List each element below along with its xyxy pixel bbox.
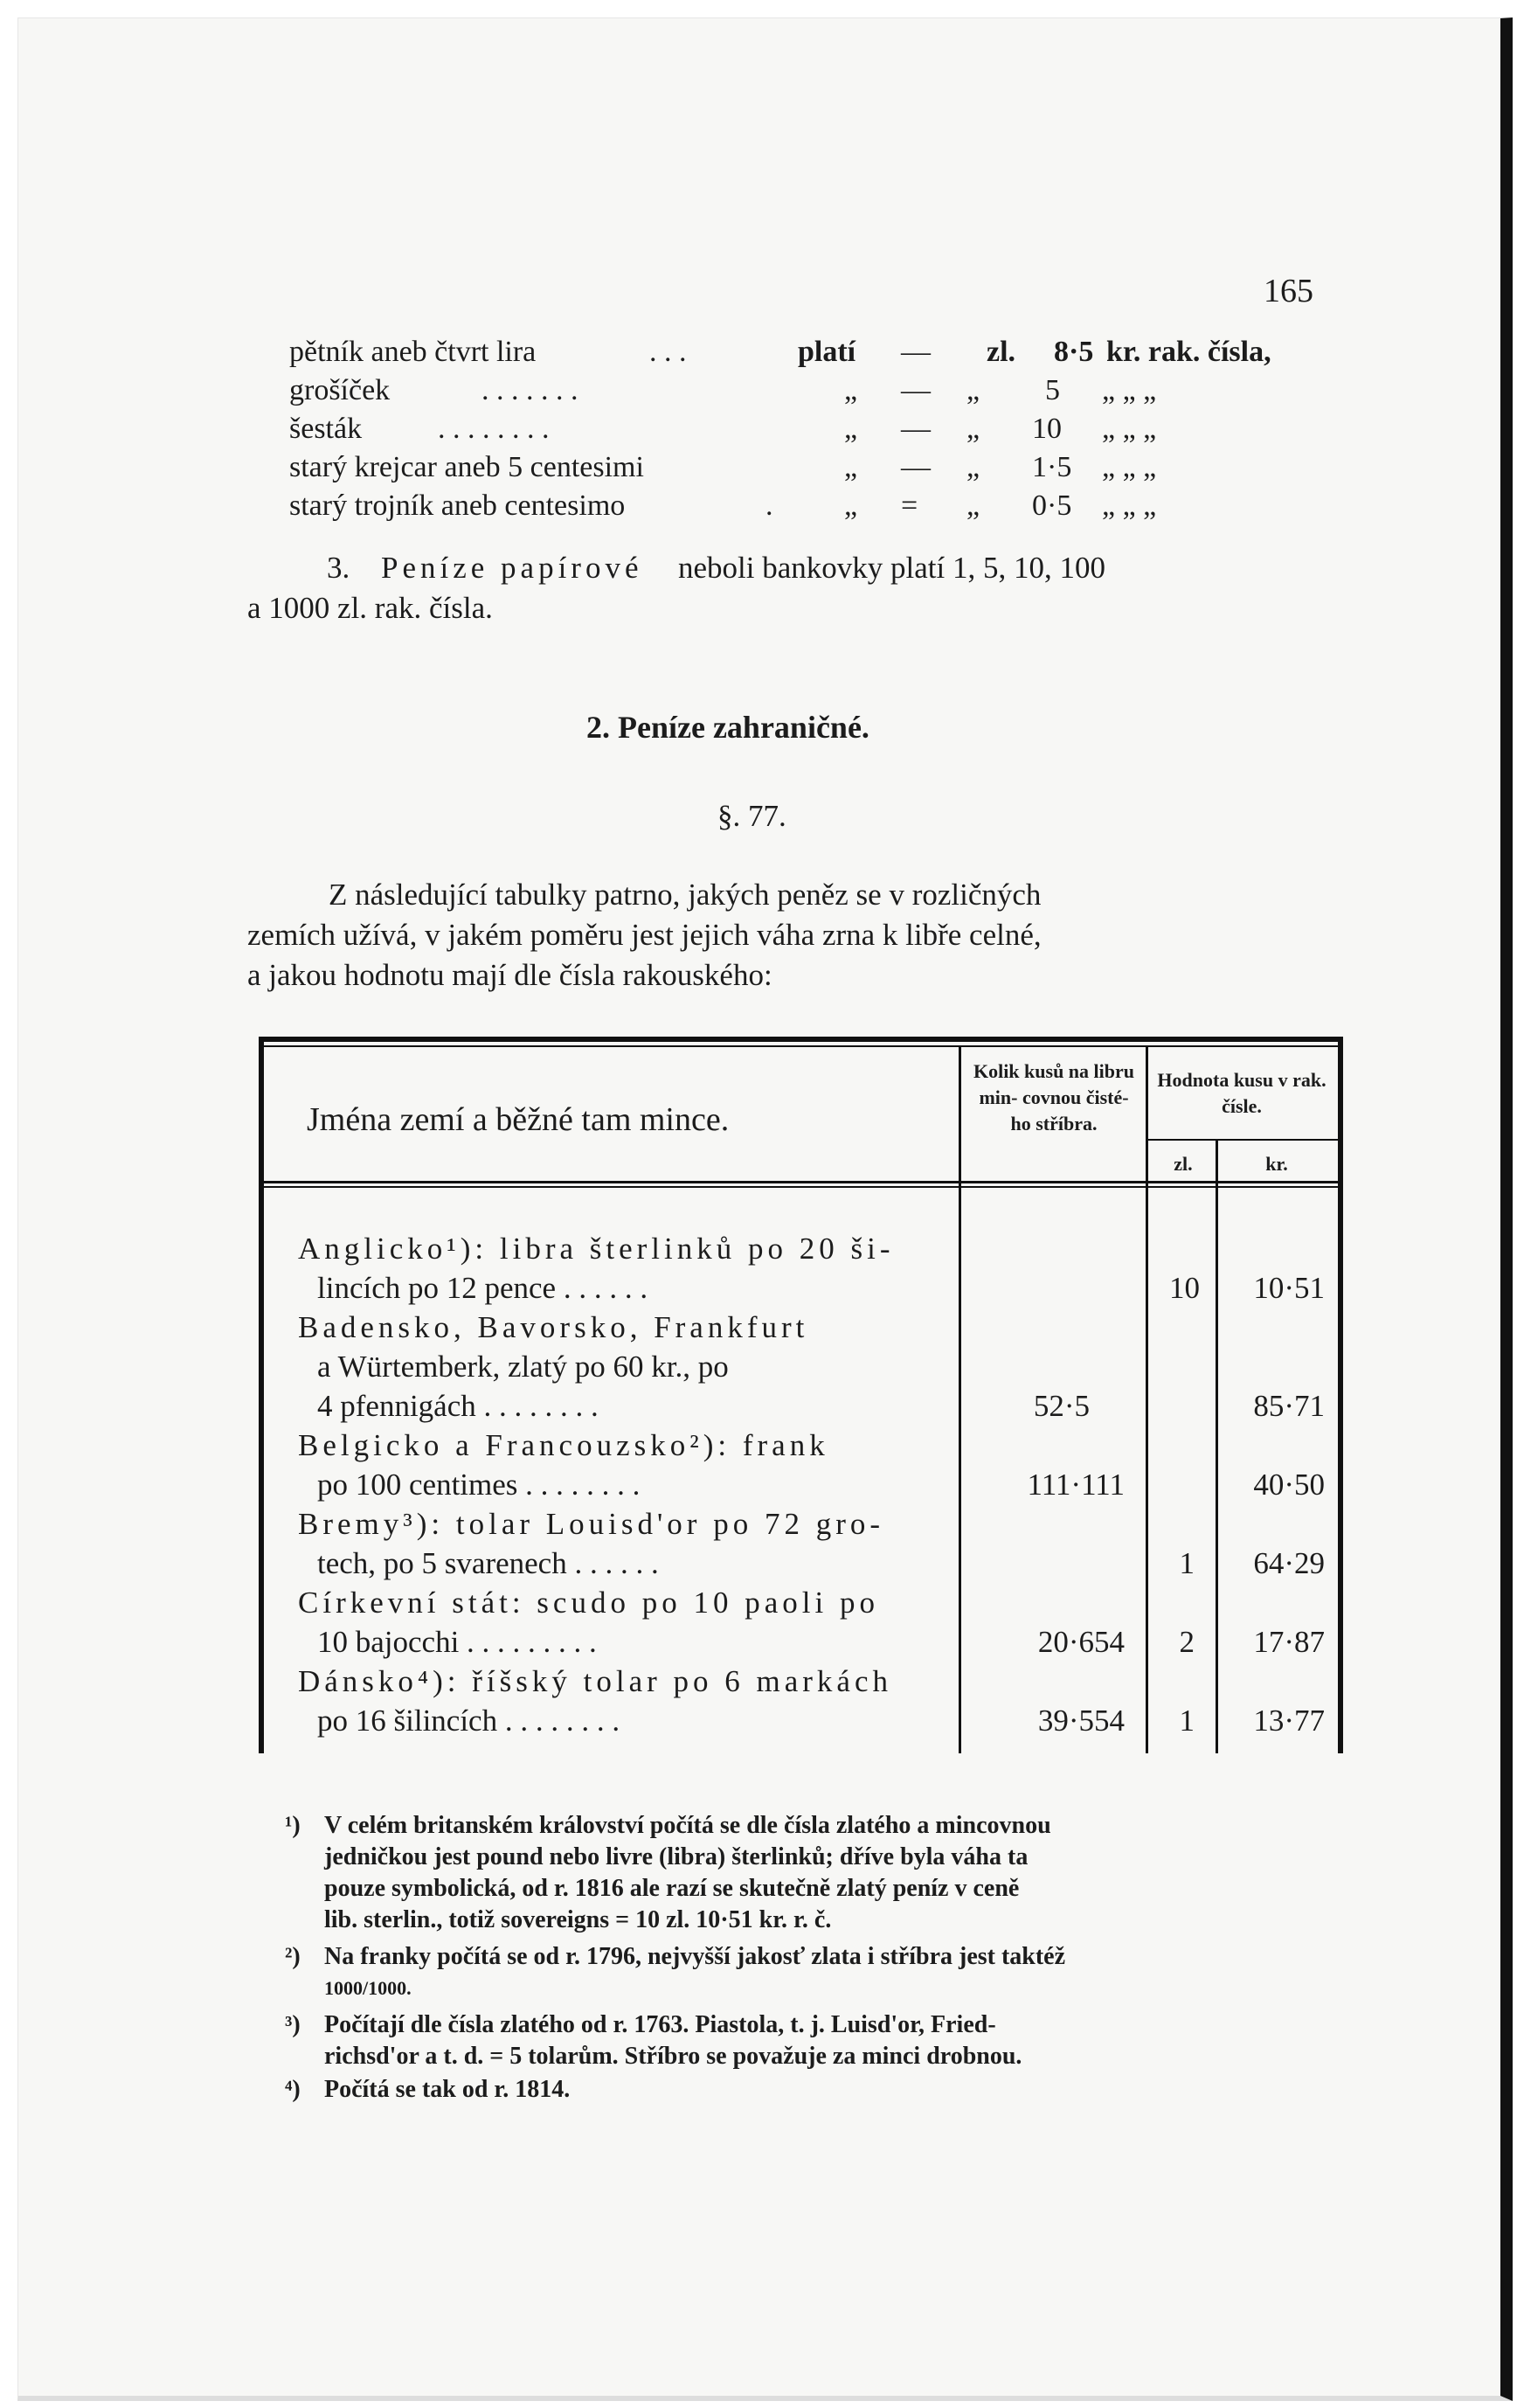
table-row-text: a Würtemberk, zlatý po 60 kr., po xyxy=(317,1350,729,1384)
table-row-text: Anglicko¹): libra šterlinků po 20 ši- xyxy=(298,1232,895,1266)
cell-kr: 17·87 xyxy=(1253,1625,1325,1659)
paper-money-text-2: a 1000 zl. rak. čísla. xyxy=(247,591,493,625)
intro-line: zemích užívá, v jakém poměru jest jejich váha zrna k libře celné, xyxy=(247,918,1042,952)
table-row-text: po 100 centimes . . . . . . . . xyxy=(317,1468,641,1502)
table-rule xyxy=(1147,1139,1338,1141)
table-border-left xyxy=(259,1037,264,1753)
coin-dots: . . . . . . . xyxy=(481,374,578,406)
footnote-mark: ⁴) xyxy=(285,2076,301,2103)
coin-dots: . . . . . . . . xyxy=(438,413,550,445)
footnote-line: pouze symbolická, od r. 1816 ale razí se skutečně zlatý peníz v ceně xyxy=(324,1875,1020,1902)
footnote-line: Počítají dle čísla zlatého od r. 1763. Piastola, t. j. Luisd'or, Fried- xyxy=(324,2011,996,2038)
cell-zl: 1 xyxy=(1179,1704,1195,1738)
coin-verb: „ xyxy=(844,374,858,406)
coin-name: grošíček xyxy=(289,374,391,406)
coin-verb: „ xyxy=(844,413,858,445)
cell-kr: 64·29 xyxy=(1253,1546,1325,1580)
intro-line: a jakou hodnotu mají dle čísla rakouského: xyxy=(247,958,772,992)
coin-value: 10 xyxy=(1032,413,1062,445)
table-row-text: po 16 šilincích . . . . . . . . xyxy=(317,1704,620,1738)
header-names: Jména zemí a běžné tam mince. xyxy=(307,1101,730,1138)
coin-suffix: „ „ „ xyxy=(1102,489,1157,522)
header-kr: kr. xyxy=(1265,1153,1288,1175)
coin-dots: . . . xyxy=(649,336,687,368)
footnote-line: richsd'or a t. d. = 5 tolarům. Stříbro se považuje za minci drobnou. xyxy=(324,2043,1022,2070)
header-pieces: Kolik kusů na libru min- covnou čisté- ho stříbra. xyxy=(973,1060,1135,1135)
table-rule xyxy=(259,1037,1342,1042)
header-zl: zl. xyxy=(1174,1153,1193,1175)
table-rule xyxy=(259,1186,1342,1188)
cell-pieces: 111·111 xyxy=(1027,1468,1125,1502)
coin-verb: „ xyxy=(844,489,858,522)
coin-name: starý krejcar aneb 5 centesimi xyxy=(289,451,644,483)
table-row-text: Církevní stát: scudo po 10 paoli po xyxy=(298,1586,879,1620)
coin-name: starý trojník aneb centesimo xyxy=(289,489,626,522)
table-row-text: Dánsko⁴): říšský tolar po 6 markách xyxy=(298,1664,893,1698)
coin-verb: platí xyxy=(798,336,856,368)
cell-kr: 13·77 xyxy=(1253,1704,1325,1738)
cell-kr: 85·71 xyxy=(1253,1389,1325,1423)
coin-value: 0·5 xyxy=(1032,489,1072,522)
coin-unit: „ xyxy=(966,374,980,406)
coin-dash: = xyxy=(901,489,918,522)
coin-value: 8·5 xyxy=(1054,336,1094,368)
coin-suffix: kr. rak. čísla, xyxy=(1106,336,1271,368)
paper-money-label: Peníze papírové xyxy=(381,551,643,585)
footnote-line: Počítá se tak od r. 1814. xyxy=(324,2076,571,2103)
table-row-text: tech, po 5 svarenech . . . . . . xyxy=(317,1546,659,1580)
coin-verb: „ xyxy=(844,451,858,483)
coin-value: 1·5 xyxy=(1032,451,1072,483)
table-border-right xyxy=(1338,1037,1343,1753)
footnote-mark: ³) xyxy=(285,2011,301,2038)
coin-dash: — xyxy=(901,374,931,406)
cell-pieces: 39·554 xyxy=(1037,1704,1125,1738)
cell-kr: 10·51 xyxy=(1253,1271,1325,1305)
page-number: 165 xyxy=(1264,273,1313,309)
coin-dash: — xyxy=(901,451,931,483)
coin-dash: — xyxy=(901,413,931,445)
coin-unit: „ xyxy=(966,489,980,522)
coin-unit: zl. xyxy=(987,336,1016,368)
coin-suffix: „ „ „ xyxy=(1102,413,1157,445)
coin-name: pětník aneb čtvrt lira xyxy=(289,336,537,368)
book-page xyxy=(17,17,1513,2401)
table-row-text: Badensko, Bavorsko, Frankfurt xyxy=(298,1310,809,1344)
coin-unit: „ xyxy=(966,413,980,445)
footnote-mark: ¹) xyxy=(285,1812,301,1839)
table-row-text: 10 bajocchi . . . . . . . . . xyxy=(317,1625,597,1659)
cell-pieces: 52·5 xyxy=(1033,1389,1090,1423)
table-row-text: Bremy³): tolar Louisd'or po 72 gro- xyxy=(298,1507,885,1541)
footnote-mark: ²) xyxy=(285,1943,301,1970)
footnote-line: V celém britanském království počítá se dle čísla zlatého a mincovnou xyxy=(324,1812,1051,1839)
coin-dash: — xyxy=(901,336,931,368)
paragraph-sign: §. 77. xyxy=(717,799,786,833)
header-value: Hodnota kusu v rak. čísle. xyxy=(1157,1069,1327,1117)
table-row-text: lincích po 12 pence . . . . . . xyxy=(317,1271,648,1305)
footnote-line: lib. sterlin., totiž sovereigns = 10 zl. 10·51 kr. r. č. xyxy=(324,1906,832,1933)
footnote-line: Na franky počítá se od r. 1796, nejvyšší jakosť zlata i stříbra jest taktéž xyxy=(324,1943,1066,1970)
table-rule xyxy=(259,1181,1342,1183)
coin-name: šesták xyxy=(289,413,363,445)
footnote-line: jedničkou jest pound nebo livre (libra) šterlinků; dříve byla váha ta xyxy=(324,1843,1029,1870)
coin-unit: „ xyxy=(966,451,980,483)
section-title: 2. Peníze zahraničné. xyxy=(586,710,869,745)
cell-kr: 40·50 xyxy=(1253,1468,1325,1502)
cell-zl: 1 xyxy=(1179,1546,1195,1580)
cell-zl: 2 xyxy=(1179,1625,1195,1659)
cell-zl: 10 xyxy=(1169,1271,1200,1305)
paper-money-number: 3. xyxy=(327,551,350,585)
coin-value: 5 xyxy=(1045,374,1060,406)
intro-line: Z následující tabulky patrno, jakých peněz se v rozličných xyxy=(329,878,1042,912)
coin-dots: . xyxy=(765,489,773,522)
table-row-text: 4 pfennigách . . . . . . . . xyxy=(317,1389,599,1423)
table-rule xyxy=(259,1045,1342,1047)
footnote-line: 1000/1000. xyxy=(324,1977,412,1999)
coin-suffix: „ „ „ xyxy=(1102,374,1157,406)
coin-suffix: „ „ „ xyxy=(1102,451,1157,483)
cell-pieces: 20·654 xyxy=(1037,1625,1125,1659)
paper-money-text: neboli bankovky platí 1, 5, 10, 100 xyxy=(678,551,1105,585)
table-row-text: Belgicko a Francouzsko²): frank xyxy=(298,1428,829,1462)
